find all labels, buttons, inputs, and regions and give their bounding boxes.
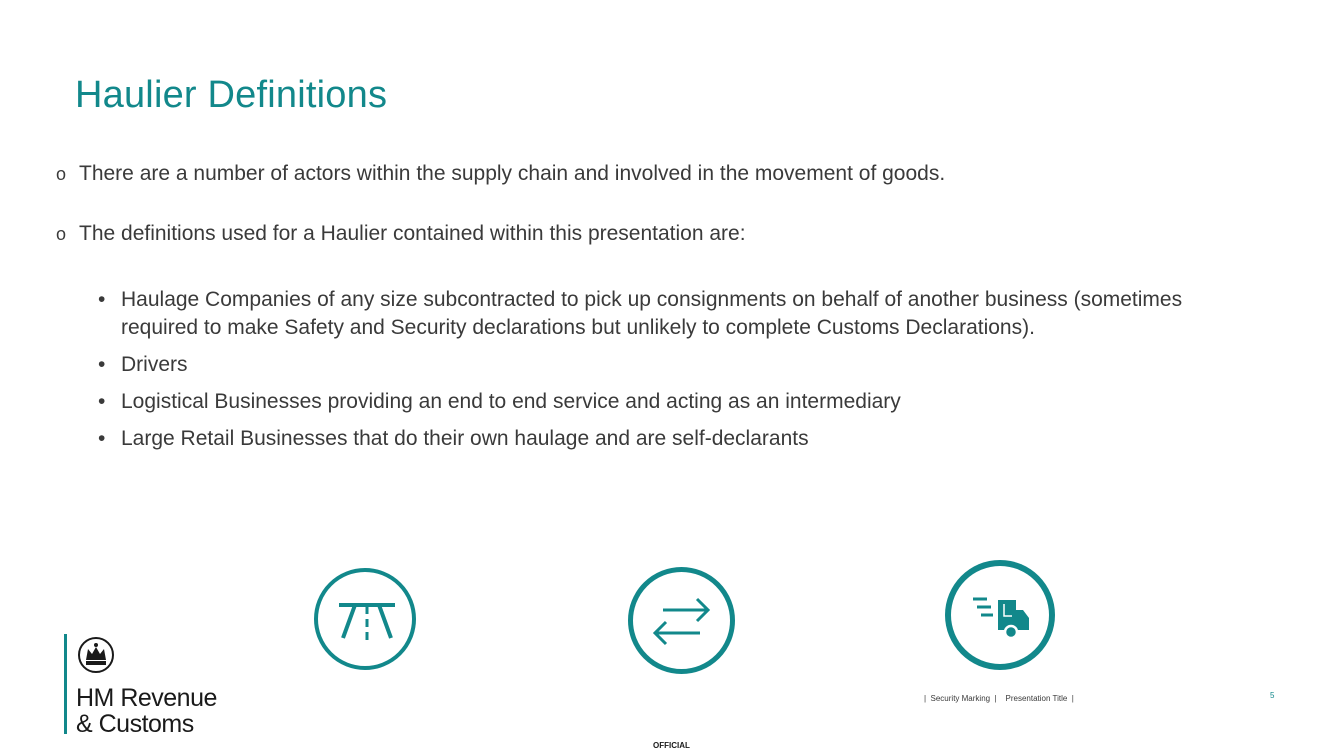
slide-title: Haulier Definitions — [75, 74, 388, 116]
point-item — [56, 162, 945, 186]
sub-point-text: Drivers — [121, 353, 188, 376]
exchange-arrows-icon — [628, 567, 735, 674]
logo-text-line2: & Customs — [76, 710, 194, 738]
road-icon — [314, 568, 416, 670]
delivery-truck-icon — [945, 560, 1055, 670]
classification-label: OFFICIAL — [653, 741, 690, 750]
sub-point-marker: • — [98, 427, 106, 450]
sub-point-marker: • — [98, 390, 106, 413]
logo-text-line1: HM Revenue — [76, 684, 217, 712]
point-text: The definitions used for a Haulier contained within this presentation are: — [79, 222, 746, 245]
point-item — [56, 222, 746, 246]
sub-point-list — [98, 286, 1218, 462]
sub-point-text: Haulage Companies of any size subcontracted to pick up consignments on behalf of another business (sometimes required to make Safety and Security declarations but unlikely to complete Customs Declarations). — [121, 288, 1183, 339]
sub-point-marker: • — [98, 288, 106, 311]
crown-icon — [77, 636, 115, 674]
sub-point-text: Large Retail Businesses that do their own haulage and are self-declarants — [121, 427, 809, 450]
footer-security-marking: | Security Marking | Presentation Title | — [924, 694, 1074, 703]
sub-point-item — [98, 388, 1218, 416]
sub-point-marker: • — [98, 353, 106, 376]
hmrc-logo — [64, 634, 234, 738]
page-number: 5 — [1270, 691, 1275, 700]
sub-point-item — [98, 286, 1218, 342]
sub-point-item — [98, 425, 1218, 453]
point-text: There are a number of actors within the supply chain and involved in the movement of goods. — [79, 162, 946, 185]
logo-bar — [64, 634, 67, 734]
point-marker: o — [56, 224, 67, 244]
sub-point-item — [98, 351, 1218, 379]
sub-point-text: Logistical Businesses providing an end to end service and acting as an intermediary — [121, 390, 901, 413]
point-marker: o — [56, 164, 67, 184]
